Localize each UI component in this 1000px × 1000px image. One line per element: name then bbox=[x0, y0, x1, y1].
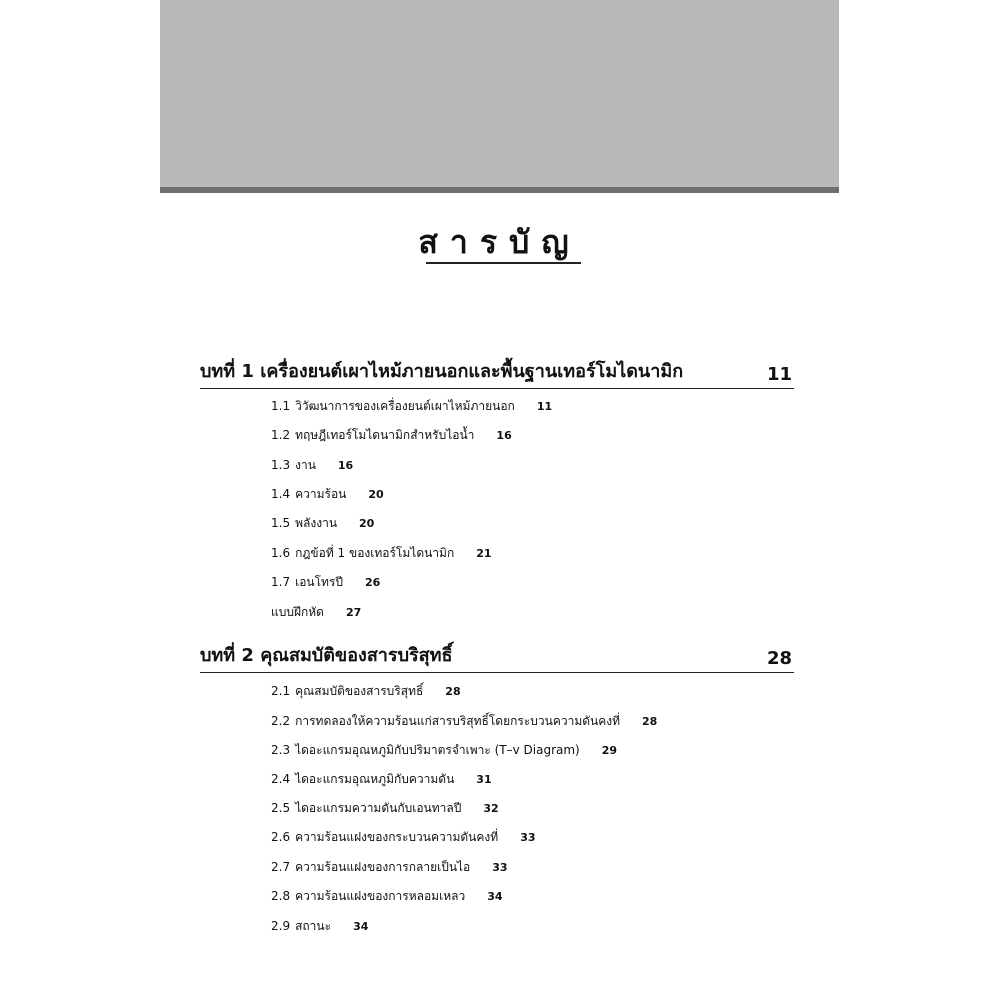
entry-number: 1.7 bbox=[271, 575, 291, 589]
toc-entry-2-5 bbox=[271, 798, 499, 818]
header-rule bbox=[160, 187, 839, 193]
entry-number: 2.6 bbox=[271, 830, 291, 844]
chapter-title: บทที่ 1 เครื่องยนต์เผาไหม้ภายนอกและพื้นฐานเทอร์โมไดนามิก bbox=[200, 361, 684, 382]
entry-number: 2.3 bbox=[271, 743, 291, 757]
entry-page: 16 bbox=[337, 459, 354, 472]
entry-number: 2.9 bbox=[271, 919, 291, 933]
entry-text: คุณสมบัติของสารบริสุทธิ์ bbox=[295, 684, 424, 698]
entry-number: 2.4 bbox=[271, 772, 291, 786]
entry-text: ทฤษฎีเทอร์โมไดนามิกสำหรับไอน้ำ bbox=[295, 428, 475, 442]
entry-text: เอนโทรปี bbox=[295, 575, 344, 589]
entry-number: 1.2 bbox=[271, 428, 291, 442]
toc-entry-2-6 bbox=[271, 827, 536, 847]
entry-number: 2.2 bbox=[271, 714, 291, 728]
page-title: สารบัญ bbox=[418, 223, 581, 261]
toc-entry-1-1 bbox=[271, 396, 552, 416]
entry-text: ความร้อนแฝงของการกลายเป็นไอ bbox=[295, 860, 471, 874]
entry-page: 16 bbox=[496, 429, 512, 442]
entry-page: 28 bbox=[642, 715, 658, 728]
entry-page: 33 bbox=[520, 831, 536, 844]
title-underline bbox=[426, 262, 581, 264]
toc-entry-exercises bbox=[271, 602, 361, 622]
toc-entry-1-4 bbox=[271, 484, 384, 504]
entry-text: การทดลองให้ความร้อนแก่สารบริสุทธิ์โดยกระบวนความดันคงที่ bbox=[295, 714, 621, 728]
entry-text: แบบฝึกหัด bbox=[271, 605, 324, 619]
entry-text: ไดอะแกรมอุณหภูมิกับปริมาตรจำเพาะ (T–v Diagram) bbox=[295, 743, 580, 757]
toc-entry-1-5 bbox=[271, 513, 374, 533]
header-band bbox=[160, 0, 839, 187]
entry-page: 32 bbox=[483, 802, 499, 815]
toc-entry-1-7 bbox=[271, 572, 380, 592]
entry-text: กฎข้อที่ 1 ของเทอร์โมไดนามิก bbox=[295, 546, 455, 560]
entry-number: 1.5 bbox=[271, 516, 291, 530]
chapter-title: บทที่ 2 คุณสมบัติของสารบริสุทธิ์ bbox=[200, 645, 453, 666]
entry-text: งาน bbox=[295, 458, 316, 472]
entry-number: 1.1 bbox=[271, 399, 291, 413]
toc-entry-2-2 bbox=[271, 711, 657, 731]
entry-page: 34 bbox=[353, 920, 369, 933]
book-page bbox=[160, 0, 839, 1000]
entry-number: 1.3 bbox=[271, 458, 291, 472]
toc-entry-2-7 bbox=[271, 857, 508, 877]
entry-text: พลังงาน bbox=[295, 516, 338, 530]
entry-number: 1.6 bbox=[271, 546, 291, 560]
chapter-page-number: 11 bbox=[766, 364, 792, 385]
entry-page: 28 bbox=[445, 685, 461, 698]
toc-entry-2-3 bbox=[271, 740, 617, 760]
toc-entry-2-4 bbox=[271, 769, 492, 789]
entry-text: ไดอะแกรมความดันกับเอนทาลปี bbox=[295, 801, 462, 815]
entry-number: 2.1 bbox=[271, 684, 291, 698]
entry-page: 26 bbox=[365, 576, 381, 589]
entry-page: 11 bbox=[536, 400, 553, 413]
entry-page: 31 bbox=[476, 773, 492, 786]
entry-page: 21 bbox=[476, 547, 492, 560]
entry-text: ความร้อน bbox=[295, 487, 347, 501]
entry-text: ความร้อนแฝงของกระบวนความดันคงที่ bbox=[295, 830, 499, 844]
entry-page: 20 bbox=[368, 488, 384, 501]
entry-number: 2.5 bbox=[271, 801, 291, 815]
toc-entry-1-2 bbox=[271, 425, 512, 445]
entry-text: ความร้อนแฝงของการหลอมเหลว bbox=[295, 889, 466, 903]
entry-page: 34 bbox=[487, 890, 503, 903]
chapter-2-heading bbox=[200, 642, 794, 673]
entry-text: วิวัฒนาการของเครื่องยนต์เผาไหม้ภายนอก bbox=[295, 399, 515, 413]
entry-text: ไดอะแกรมอุณหภูมิกับความดัน bbox=[295, 772, 455, 786]
toc-entry-2-8 bbox=[271, 886, 503, 906]
entry-page: 29 bbox=[601, 744, 618, 757]
toc-entry-1-6 bbox=[271, 543, 492, 563]
entry-number: 2.7 bbox=[271, 860, 291, 874]
chapter-page-number: 28 bbox=[766, 648, 792, 669]
entry-page: 33 bbox=[492, 861, 508, 874]
entry-text: สถานะ bbox=[295, 919, 332, 933]
toc-entry-2-9 bbox=[271, 916, 368, 936]
entry-number: 2.8 bbox=[271, 889, 291, 903]
entry-page: 27 bbox=[345, 606, 362, 619]
toc-entry-2-1 bbox=[271, 681, 461, 701]
entry-number: 1.4 bbox=[271, 487, 291, 501]
toc-entry-1-3 bbox=[271, 455, 353, 475]
entry-page: 20 bbox=[359, 517, 375, 530]
chapter-1-heading bbox=[200, 358, 794, 389]
